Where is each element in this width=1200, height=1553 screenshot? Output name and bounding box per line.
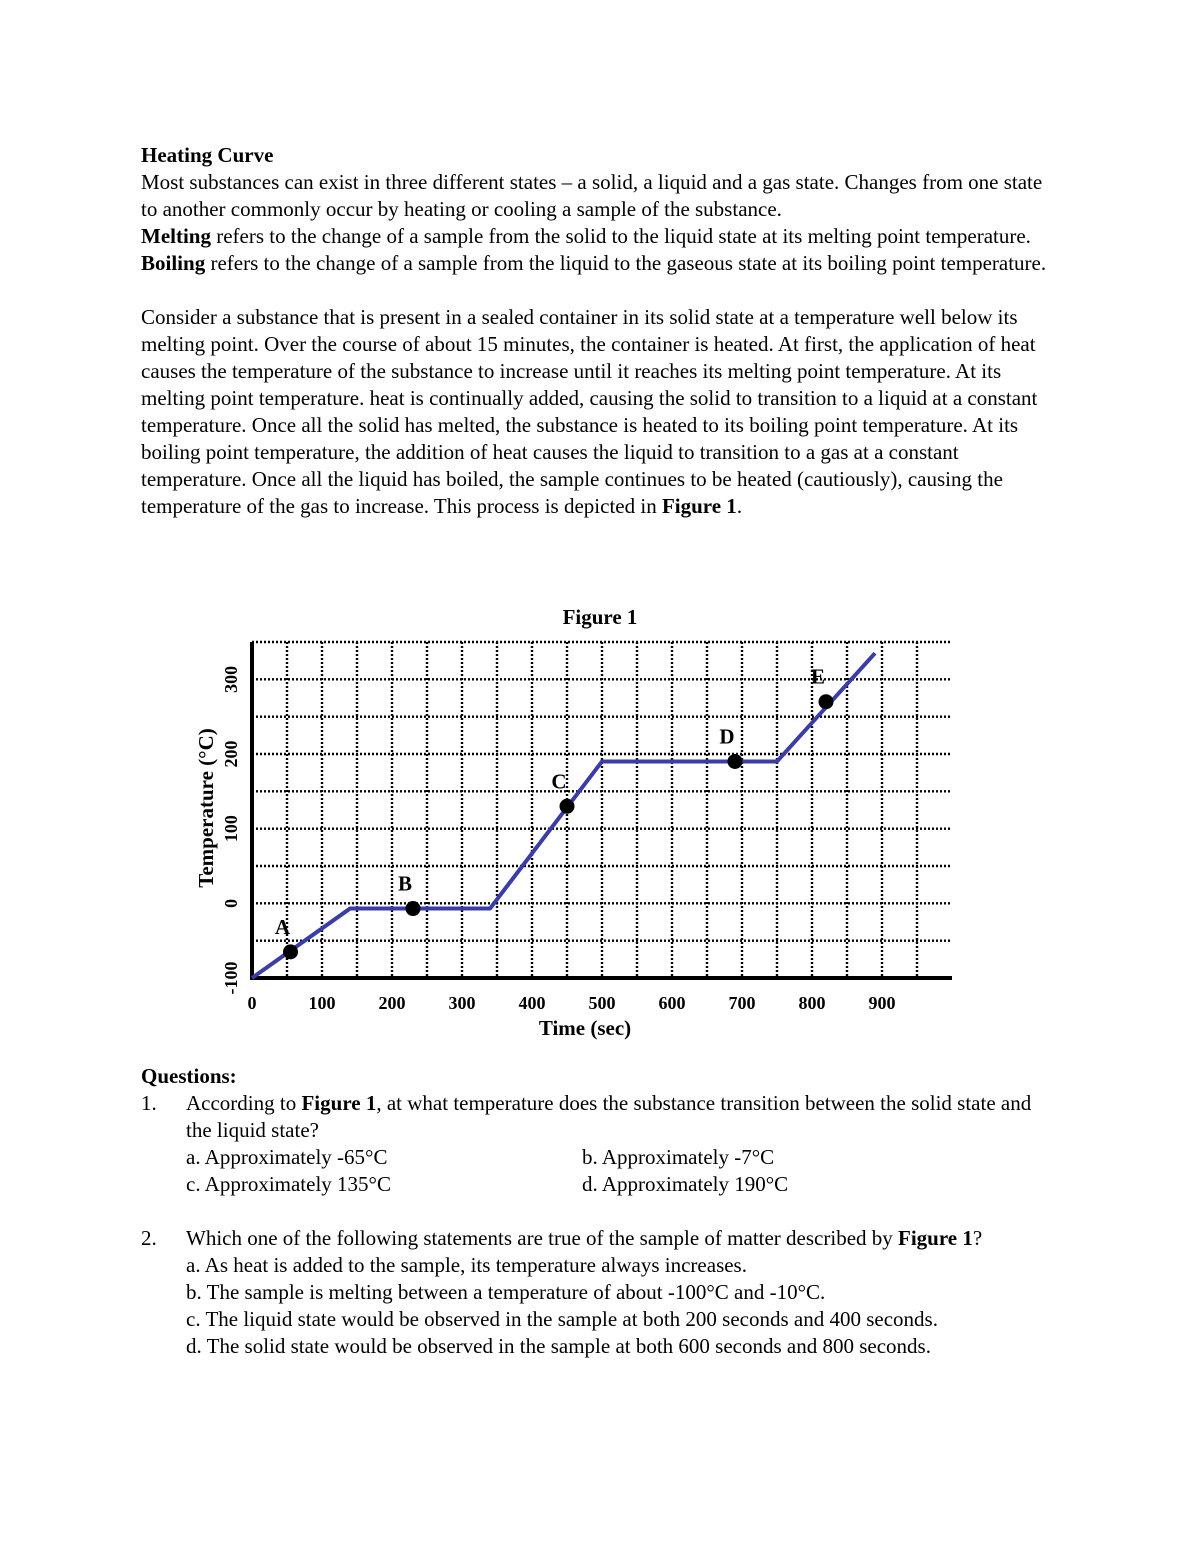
questions-section <box>141 1063 1061 1360</box>
figure-title: Figure 1 <box>562 605 638 629</box>
answer-option[interactable]: d. The solid state would be observed in the sample at both 600 seconds and 800 seconds. <box>186 1334 931 1358</box>
page-title: Heating Curve <box>141 143 274 167</box>
question-text <box>186 1225 1061 1252</box>
question-text-b: ? <box>972 1226 983 1250</box>
heating-curve-line <box>252 653 875 978</box>
document-body <box>141 142 1061 520</box>
x-tick-label: 0 <box>247 993 257 1013</box>
chart-grid <box>252 642 952 978</box>
question-1 <box>141 1090 1061 1198</box>
questions-heading: Questions: <box>141 1064 237 1088</box>
y-tick-label: -100 <box>221 961 241 995</box>
answer-option[interactable]: a. As heat is added to the sample, its temperature always increases. <box>186 1253 747 1277</box>
point-label-e: E <box>810 664 826 689</box>
y-tick-label: 100 <box>221 815 241 843</box>
point-label-b: B <box>397 871 413 896</box>
question-text-b: , at what temperature does the substance transition between the solid state and the liquid state? <box>186 1091 1032 1142</box>
point-d <box>728 754 743 769</box>
figure-reference: Figure 1 <box>661 494 737 518</box>
intro-text-3: refers to the change of a sample from the liquid to the gaseous state at its boiling point temperature. <box>205 251 1047 275</box>
answer-option[interactable]: b. Approximately -7°C <box>582 1145 775 1169</box>
answer-option[interactable]: c. Approximately 135°C <box>186 1172 391 1196</box>
point-e <box>819 694 834 709</box>
answer-options <box>186 1144 1061 1198</box>
answer-option[interactable]: c. The liquid state would be observed in the sample at both 200 seconds and 400 seconds. <box>186 1307 938 1331</box>
point-b <box>406 901 421 916</box>
y-tick-label: 0 <box>221 898 241 908</box>
question-text-a: According to <box>186 1091 302 1115</box>
y-axis-label: Temperature (°C) <box>194 728 218 888</box>
process-text: Consider a substance that is present in a sealed container in its solid state at a temperature well below its melting point. Over the course of about 15 minutes, the container is heated. At first, the application of heat causes the temperature of the substance to increase until it reaches its melting point temperature. At its melting point temperature. heat is continually added, causing the solid to transition to a liquid at a constant temperature. Once all the solid has melted, the substance is heated to its boiling point temperature. At its boiling point temperature, the addition of heat causes the liquid to transition to a gas at a constant temperature. Once all the liquid has boiled, the sample continues to be heated (cautiously), causing the temperature of the gas to increase. This process is depicted in <box>141 305 1038 518</box>
answer-option[interactable]: a. Approximately -65°C <box>186 1145 388 1169</box>
chart-series <box>252 653 875 978</box>
y-tick-label: 200 <box>221 740 241 768</box>
x-tick-label: 600 <box>658 993 686 1013</box>
intro-paragraph <box>141 169 1061 277</box>
question-number: 1. <box>141 1091 157 1115</box>
x-tick-label: 900 <box>868 993 896 1013</box>
chart-points <box>275 665 834 960</box>
process-paragraph <box>141 304 1061 520</box>
figure-reference: Figure 1 <box>301 1091 377 1115</box>
question-number: 2. <box>141 1226 157 1250</box>
melting-term: Melting <box>141 224 211 248</box>
heating-curve-chart <box>180 630 980 1050</box>
question-text <box>186 1090 1061 1144</box>
x-tick-label: 300 <box>448 993 476 1013</box>
point-a <box>283 944 298 959</box>
question-text-a: Which one of the following statements are true of the sample of matter described by <box>186 1226 899 1250</box>
intro-text-2: refers to the change of a sample from the solid to the liquid state at its melting point temperature. <box>210 224 1031 248</box>
question-2 <box>141 1225 1061 1360</box>
point-label-d: D <box>719 724 735 749</box>
answer-option[interactable]: d. Approximately 190°C <box>582 1172 789 1196</box>
process-end: . <box>736 494 743 518</box>
intro-text-1: Most substances can exist in three different states – a solid, a liquid and a gas state. Changes from one state to another commonly occur by heating or cooling a sample of the substance. <box>141 170 1043 221</box>
answer-option[interactable]: b. The sample is melting between a temperature of about -100°C and -10°C. <box>186 1280 826 1304</box>
x-tick-label: 800 <box>798 993 826 1013</box>
point-c <box>560 799 575 814</box>
x-tick-label: 100 <box>308 993 336 1013</box>
x-axis-label: Time (sec) <box>538 1016 632 1040</box>
x-tick-label: 700 <box>728 993 756 1013</box>
x-tick-label: 500 <box>588 993 616 1013</box>
figure-reference: Figure 1 <box>898 1226 973 1250</box>
point-label-c: C <box>551 769 567 794</box>
x-tick-label: 200 <box>378 993 406 1013</box>
point-label-a: A <box>274 914 291 939</box>
boiling-term: Boiling <box>141 251 206 275</box>
x-tick-label: 400 <box>518 993 546 1013</box>
y-tick-label: 300 <box>221 665 241 693</box>
